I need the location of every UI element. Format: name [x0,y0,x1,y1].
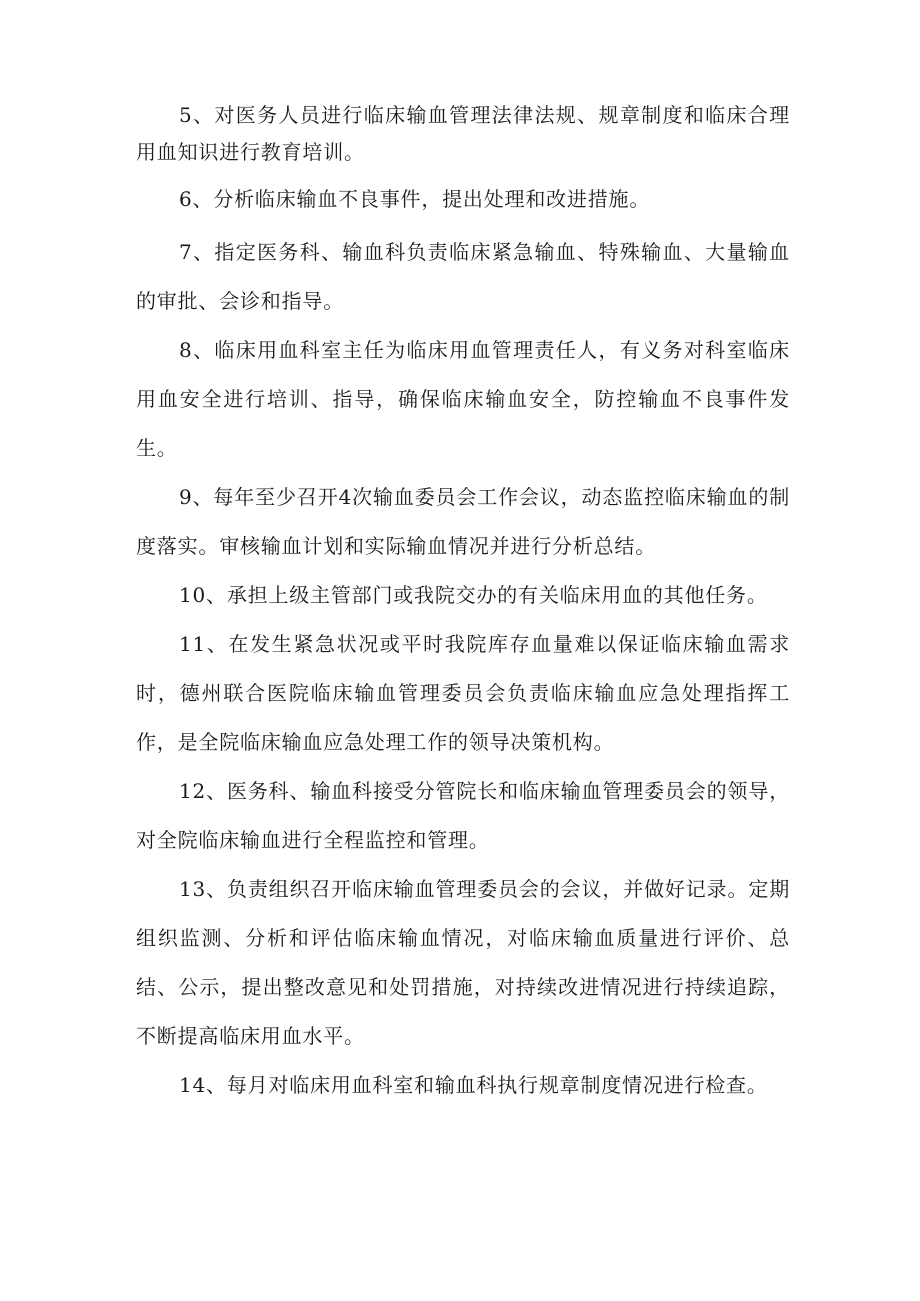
paragraph-item-5: 5、对医务人员进行临床输血管理法律法规、规章制度和临床合理用血知识进行教育培训。 [136,103,790,164]
paragraph-item-8: 8、临床用血科室主任为临床用血管理责任人，有义务对科室临床用血安全进行培训、指导，确保临床输血安全，防控输血不良事件发生。 [136,338,790,460]
paragraph-item-10: 10、承担上级主管部门或我院交办的有关临床用血的其他任务。 [179,583,768,607]
paragraph-item-6: 6、分析临床输血不良事件，提出处理和改进措施。 [179,187,651,211]
paragraph-item-12: 12、医务科、输血科接受分管院长和临床输血管理委员会的领导，对全院临床输血进行全程监控和管理。 [136,779,790,852]
paragraph-item-13: 13、负责组织召开临床输血管理委员会的会议，并做好记录。定期组织监测、分析和评估临床输血情况，对临床输血质量进行评价、总结、公示，提出整改意见和处罚措施，对持续改进情况进行持续追踪，不断提高临床用血水平。 [136,877,790,1048]
paragraph-item-9: 9、每年至少召开4次输血委员会工作会议，动态监控临床输血的制度落实。审核输血计划和实际输血情况并进行分析总结。 [136,485,790,558]
paragraph-item-14: 14、每月对临床用血科室和输血科执行规章制度情况进行检查。 [179,1073,768,1097]
paragraph-item-11: 11、在发生紧急状况或平时我院库存血量难以保证临床输血需求时，德州联合医院临床输血管理委员会负责临床输血应急处理指挥工作，是全院临床输血应急处理工作的领导决策机构。 [136,632,790,754]
paragraph-item-7: 7、指定医务科、输血科负责临床紧急输血、特殊输血、大量输血的审批、会诊和指导。 [136,240,790,313]
document-page [136,97,790,1110]
